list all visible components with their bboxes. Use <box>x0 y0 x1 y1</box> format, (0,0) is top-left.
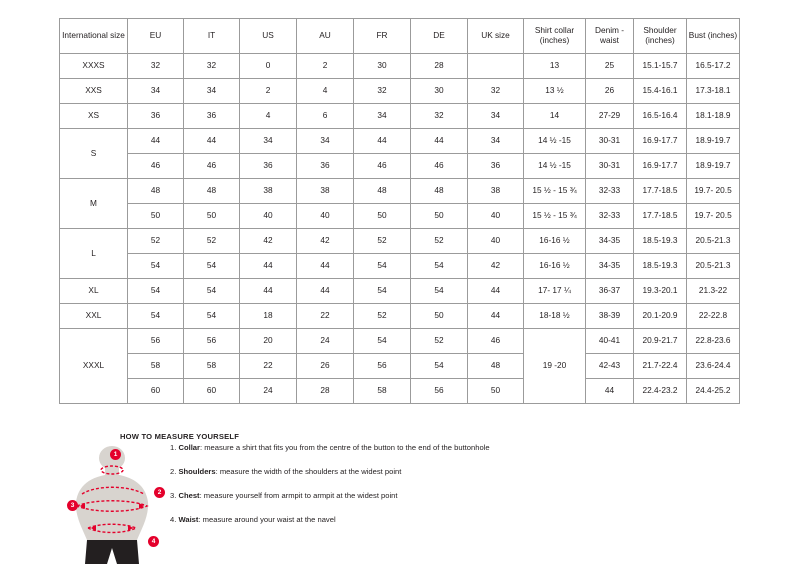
table-row <box>60 204 740 229</box>
cell-shoulder: 15.1-15.7 <box>634 54 687 79</box>
cell-de: 50 <box>411 304 468 329</box>
column-header-uk-size: UK size <box>468 19 524 54</box>
cell-au: 36 <box>297 154 354 179</box>
cell-au: 44 <box>297 254 354 279</box>
badge-shoulders-2: 2 <box>154 487 165 498</box>
cell-us: 2 <box>240 79 297 104</box>
table-row <box>60 279 740 304</box>
cell-fr: 46 <box>354 154 411 179</box>
measure-step-dot: . <box>174 443 179 452</box>
cell-it: 52 <box>184 229 240 254</box>
cell-international-size: XS <box>60 104 128 129</box>
cell-fr: 54 <box>354 329 411 354</box>
cell-us: 38 <box>240 179 297 204</box>
cell-us: 44 <box>240 254 297 279</box>
cell-collar: 15 ½ - 15 ¾ <box>524 179 586 204</box>
cell-de: 50 <box>411 204 468 229</box>
cell-collar: 15 ½ - 15 ¾ <box>524 204 586 229</box>
table-row <box>60 129 740 154</box>
badge-chest-3: 3 <box>67 500 78 511</box>
cell-au: 26 <box>297 354 354 379</box>
cell-bust: 22-22.8 <box>687 304 740 329</box>
table-row <box>60 254 740 279</box>
cell-de: 46 <box>411 154 468 179</box>
cell-uk: 46 <box>468 329 524 354</box>
cell-fr: 52 <box>354 304 411 329</box>
cell-uk: 42 <box>468 254 524 279</box>
cell-de: 56 <box>411 379 468 404</box>
cell-bust: 23.6-24.4 <box>687 354 740 379</box>
cell-bust: 20.5-21.3 <box>687 229 740 254</box>
cell-shoulder: 21.7-22.4 <box>634 354 687 379</box>
cell-shoulder: 17.7-18.5 <box>634 179 687 204</box>
badge-collar-1: 1 <box>110 449 121 460</box>
measure-step-text: : measure a shirt that fits you from the centre of the button to the end of the buttonhole <box>200 443 490 452</box>
cell-shoulder: 19.3-20.1 <box>634 279 687 304</box>
cell-denim: 30-31 <box>586 154 634 179</box>
cell-eu: 46 <box>128 154 184 179</box>
cell-fr: 44 <box>354 129 411 154</box>
cell-it: 56 <box>184 329 240 354</box>
cell-bust: 22.8-23.6 <box>687 329 740 354</box>
cell-au: 38 <box>297 179 354 204</box>
cell-au: 22 <box>297 304 354 329</box>
cell-uk <box>468 54 524 79</box>
table-header-row <box>60 19 740 54</box>
cell-it: 50 <box>184 204 240 229</box>
size-chart-table <box>59 18 740 404</box>
cell-uk: 48 <box>468 354 524 379</box>
cell-de: 48 <box>411 179 468 204</box>
table-row <box>60 54 740 79</box>
cell-uk: 34 <box>468 104 524 129</box>
table-row <box>60 229 740 254</box>
cell-international-size: S <box>60 129 128 179</box>
cell-au: 34 <box>297 129 354 154</box>
table-row <box>60 379 740 404</box>
cell-uk: 50 <box>468 379 524 404</box>
column-header-shirt-collar: Shirt collar (inches) <box>524 19 586 54</box>
list-item <box>170 516 640 540</box>
cell-collar: 13 <box>524 54 586 79</box>
cell-fr: 58 <box>354 379 411 404</box>
cell-denim: 32-33 <box>586 204 634 229</box>
measure-step-dot: . <box>174 491 179 500</box>
column-header-denim-waist: Denim - waist <box>586 19 634 54</box>
cell-international-size: XXXL <box>60 329 128 404</box>
measure-step-label: Shoulders <box>178 467 216 476</box>
column-header-shoulder: Shoulder (inches) <box>634 19 687 54</box>
cell-uk: 32 <box>468 79 524 104</box>
cell-us: 40 <box>240 204 297 229</box>
cell-international-size: M <box>60 179 128 229</box>
cell-collar: 16-16 ½ <box>524 254 586 279</box>
cell-us: 36 <box>240 154 297 179</box>
cell-denim: 32-33 <box>586 179 634 204</box>
table-row <box>60 354 740 379</box>
cell-bust: 19.7- 20.5 <box>687 179 740 204</box>
cell-denim: 44 <box>586 379 634 404</box>
column-header-fr: FR <box>354 19 411 54</box>
cell-eu: 60 <box>128 379 184 404</box>
cell-international-size: XL <box>60 279 128 304</box>
cell-collar: 19 -20 <box>524 329 586 404</box>
measure-step-label: Collar <box>178 443 200 452</box>
cell-it: 54 <box>184 279 240 304</box>
badge-waist-4: 4 <box>148 536 159 547</box>
cell-uk: 36 <box>468 154 524 179</box>
cell-bust: 17.3-18.1 <box>687 79 740 104</box>
table-row <box>60 304 740 329</box>
cell-de: 30 <box>411 79 468 104</box>
cell-us: 24 <box>240 379 297 404</box>
measure-step-number: 4 <box>170 515 175 524</box>
cell-fr: 54 <box>354 279 411 304</box>
cell-it: 44 <box>184 129 240 154</box>
cell-de: 32 <box>411 104 468 129</box>
measure-step-label: Waist <box>178 515 199 524</box>
cell-de: 52 <box>411 329 468 354</box>
cell-uk: 40 <box>468 229 524 254</box>
column-header-us: US <box>240 19 297 54</box>
cell-uk: 40 <box>468 204 524 229</box>
cell-de: 54 <box>411 254 468 279</box>
table-row <box>60 154 740 179</box>
cell-denim: 34-35 <box>586 254 634 279</box>
cell-bust: 19.7- 20.5 <box>687 204 740 229</box>
cell-fr: 50 <box>354 204 411 229</box>
cell-de: 52 <box>411 229 468 254</box>
cell-us: 42 <box>240 229 297 254</box>
cell-fr: 56 <box>354 354 411 379</box>
body-measurement-diagram <box>60 444 170 566</box>
cell-eu: 52 <box>128 229 184 254</box>
cell-denim: 38-39 <box>586 304 634 329</box>
measure-step-text: : measure the width of the shoulders at the widest point <box>215 467 402 476</box>
cell-denim: 26 <box>586 79 634 104</box>
cell-denim: 42-43 <box>586 354 634 379</box>
cell-us: 18 <box>240 304 297 329</box>
table-row <box>60 79 740 104</box>
cell-collar: 16-16 ½ <box>524 229 586 254</box>
cell-eu: 36 <box>128 104 184 129</box>
cell-uk: 44 <box>468 304 524 329</box>
cell-denim: 36-37 <box>586 279 634 304</box>
cell-bust: 16.5-17.2 <box>687 54 740 79</box>
cell-it: 36 <box>184 104 240 129</box>
cell-bust: 18.9-19.7 <box>687 129 740 154</box>
cell-au: 6 <box>297 104 354 129</box>
cell-collar: 17- 17 ¼ <box>524 279 586 304</box>
cell-shoulder: 16.5-16.4 <box>634 104 687 129</box>
table-row <box>60 104 740 129</box>
cell-collar: 14 ½ -15 <box>524 154 586 179</box>
cell-collar: 13 ½ <box>524 79 586 104</box>
cell-bust: 18.9-19.7 <box>687 154 740 179</box>
cell-uk: 34 <box>468 129 524 154</box>
cell-us: 4 <box>240 104 297 129</box>
cell-shoulder: 15.4-16.1 <box>634 79 687 104</box>
measure-step-label: Chest <box>178 491 200 500</box>
cell-shoulder: 18.5-19.3 <box>634 254 687 279</box>
cell-eu: 44 <box>128 129 184 154</box>
measure-step-number: 2 <box>170 467 175 476</box>
cell-it: 46 <box>184 154 240 179</box>
cell-au: 40 <box>297 204 354 229</box>
cell-shoulder: 16.9-17.7 <box>634 154 687 179</box>
table-row <box>60 329 740 354</box>
measure-step-text: : measure around your waist at the navel <box>198 515 336 524</box>
cell-de: 28 <box>411 54 468 79</box>
cell-fr: 48 <box>354 179 411 204</box>
cell-eu: 50 <box>128 204 184 229</box>
cell-shoulder: 17.7-18.5 <box>634 204 687 229</box>
cell-us: 22 <box>240 354 297 379</box>
cell-de: 44 <box>411 129 468 154</box>
cell-denim: 34-35 <box>586 229 634 254</box>
cell-denim: 27-29 <box>586 104 634 129</box>
column-header-international-size: International size <box>60 19 128 54</box>
column-header-de: DE <box>411 19 468 54</box>
cell-uk: 38 <box>468 179 524 204</box>
cell-collar: 14 ½ -15 <box>524 129 586 154</box>
cell-us: 20 <box>240 329 297 354</box>
cell-eu: 34 <box>128 79 184 104</box>
cell-collar: 14 <box>524 104 586 129</box>
cell-international-size: XXXS <box>60 54 128 79</box>
cell-eu: 48 <box>128 179 184 204</box>
cell-bust: 21.3-22 <box>687 279 740 304</box>
cell-shoulder: 18.5-19.3 <box>634 229 687 254</box>
cell-eu: 58 <box>128 354 184 379</box>
cell-de: 54 <box>411 354 468 379</box>
column-header-it: IT <box>184 19 240 54</box>
cell-collar: 18-18 ½ <box>524 304 586 329</box>
cell-au: 2 <box>297 54 354 79</box>
cell-shoulder: 22.4-23.2 <box>634 379 687 404</box>
list-item <box>170 492 640 516</box>
cell-fr: 52 <box>354 229 411 254</box>
cell-fr: 34 <box>354 104 411 129</box>
measure-step-number: 1 <box>170 443 175 452</box>
list-item <box>170 468 640 492</box>
cell-shoulder: 20.9-21.7 <box>634 329 687 354</box>
cell-it: 60 <box>184 379 240 404</box>
cell-shoulder: 20.1-20.9 <box>634 304 687 329</box>
cell-au: 28 <box>297 379 354 404</box>
cell-it: 34 <box>184 79 240 104</box>
cell-fr: 32 <box>354 79 411 104</box>
cell-bust: 24.4-25.2 <box>687 379 740 404</box>
column-header-eu: EU <box>128 19 184 54</box>
cell-eu: 56 <box>128 329 184 354</box>
cell-uk: 44 <box>468 279 524 304</box>
cell-eu: 54 <box>128 304 184 329</box>
cell-denim: 25 <box>586 54 634 79</box>
cell-eu: 54 <box>128 254 184 279</box>
measure-step-number: 3 <box>170 491 175 500</box>
cell-it: 58 <box>184 354 240 379</box>
cell-au: 24 <box>297 329 354 354</box>
cell-international-size: XXS <box>60 79 128 104</box>
measure-step-dot: . <box>174 467 179 476</box>
measure-step-dot: . <box>174 515 179 524</box>
table-row <box>60 179 740 204</box>
list-item <box>170 444 640 468</box>
cell-international-size: L <box>60 229 128 279</box>
cell-us: 0 <box>240 54 297 79</box>
cell-denim: 30-31 <box>586 129 634 154</box>
cell-it: 32 <box>184 54 240 79</box>
cell-au: 42 <box>297 229 354 254</box>
cell-bust: 18.1-18.9 <box>687 104 740 129</box>
how-to-measure-title: HOW TO MEASURE YOURSELF <box>120 432 240 441</box>
how-to-measure-list <box>170 444 640 540</box>
column-header-au: AU <box>297 19 354 54</box>
cell-international-size: XXL <box>60 304 128 329</box>
cell-fr: 30 <box>354 54 411 79</box>
cell-it: 54 <box>184 304 240 329</box>
cell-au: 4 <box>297 79 354 104</box>
cell-us: 44 <box>240 279 297 304</box>
cell-eu: 32 <box>128 54 184 79</box>
cell-it: 54 <box>184 254 240 279</box>
cell-au: 44 <box>297 279 354 304</box>
measure-step-text: : measure yourself from armpit to armpit at the widest point <box>199 491 398 500</box>
cell-de: 54 <box>411 279 468 304</box>
cell-eu: 54 <box>128 279 184 304</box>
cell-it: 48 <box>184 179 240 204</box>
cell-shoulder: 16.9-17.7 <box>634 129 687 154</box>
cell-bust: 20.5-21.3 <box>687 254 740 279</box>
cell-fr: 54 <box>354 254 411 279</box>
cell-denim: 40-41 <box>586 329 634 354</box>
cell-us: 34 <box>240 129 297 154</box>
column-header-bust: Bust (inches) <box>687 19 740 54</box>
